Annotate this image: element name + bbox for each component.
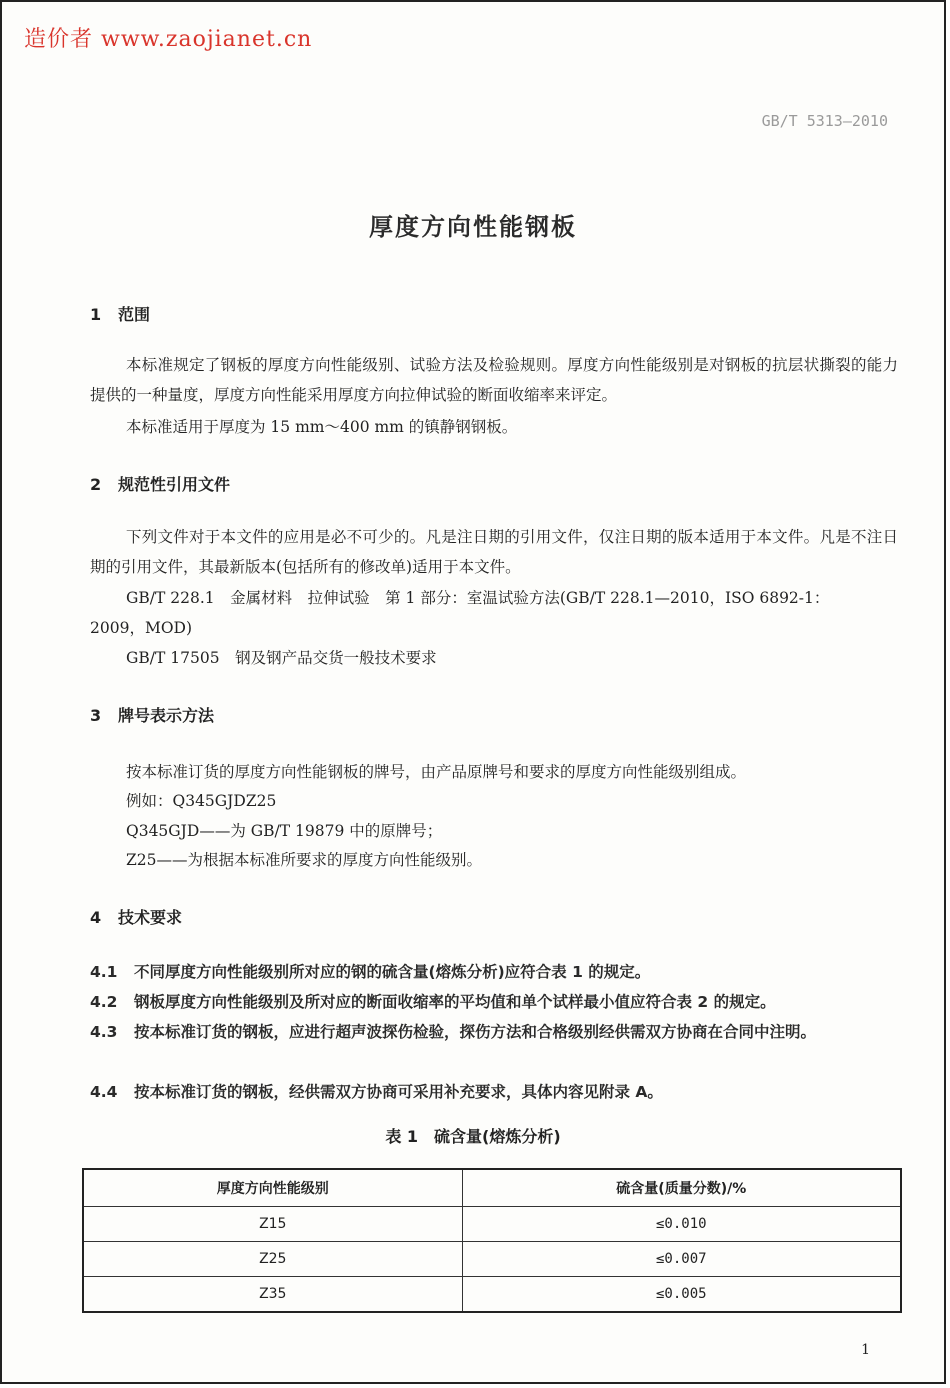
clause-4-4 <box>90 1077 898 1107</box>
section-title: 范围 <box>118 305 151 324</box>
section-number: 3 <box>90 706 102 725</box>
section-number: 2 <box>90 475 102 494</box>
clause-4-3 <box>90 1017 898 1047</box>
sulfur-cell: ≤0.007 <box>462 1242 901 1277</box>
table-row <box>83 1277 901 1313</box>
section-number: 4 <box>90 908 102 927</box>
section-title: 技术要求 <box>118 908 183 927</box>
section-1-heading <box>90 302 150 325</box>
table-row <box>83 1242 901 1277</box>
column-header-sulfur: 硫含量(质量分数)/% <box>462 1169 901 1207</box>
sulfur-cell: ≤0.010 <box>462 1207 901 1242</box>
column-header-grade: 厚度方向性能级别 <box>83 1169 462 1207</box>
grade-cell: Z15 <box>83 1207 462 1242</box>
section-3-line-2: 例如：Q345GJDZ25 <box>126 792 277 810</box>
clause-text: 按本标准订货的钢板，应进行超声波探伤检验，探伤方法和合格级别经供需双方协商在合同中注明。 <box>134 1023 817 1041</box>
section-2-heading <box>90 472 230 495</box>
section-4-heading <box>90 905 182 928</box>
section-2-paragraph-1: 下列文件对于本文件的应用是必不可少的。凡是注日期的引用文件，仅注日期的版本适用于本文件。凡是不注日期的引用文件，其最新版本(包括所有的修改单)适用于本文件。 <box>90 528 898 576</box>
section-1-paragraph-2: 本标准适用于厚度为 15 mm～400 mm 的镇静钢钢板。 <box>126 418 518 436</box>
section-3-line-4: Z25——为根据本标准所要求的厚度方向性能级别。 <box>126 851 482 869</box>
section-number: 1 <box>90 305 102 324</box>
sulfur-content-table <box>82 1168 902 1313</box>
table-1-caption: 表 1 硫含量(熔炼分析) <box>385 1127 561 1146</box>
document-title: 厚度方向性能钢板 <box>369 213 577 241</box>
section-3-heading <box>90 703 214 726</box>
clause-text: 钢板厚度方向性能级别及所对应的断面收缩率的平均值和单个试样最小值应符合表 2 的规定。 <box>134 993 776 1011</box>
clause-4-2 <box>90 987 898 1017</box>
grade-cell: Z35 <box>83 1277 462 1313</box>
reference-gbt228-line2: 2009，MOD) <box>90 619 192 637</box>
sulfur-cell: ≤0.005 <box>462 1277 901 1313</box>
table-row <box>83 1207 901 1242</box>
clause-number: 4.2 <box>90 993 118 1011</box>
standard-code: GB/T 5313—2010 <box>761 112 888 130</box>
clause-number: 4.3 <box>90 1023 118 1041</box>
watermark-text: 造价者 www.zaojianet.cn <box>24 27 313 52</box>
section-title: 牌号表示方法 <box>118 706 215 725</box>
clause-number: 4.4 <box>90 1083 118 1101</box>
clause-number: 4.1 <box>90 963 118 981</box>
clause-text: 不同厚度方向性能级别所对应的钢的硫含量(熔炼分析)应符合表 1 的规定。 <box>134 963 651 981</box>
section-3-line-1: 按本标准订货的厚度方向性能钢板的牌号，由产品原牌号和要求的厚度方向性能级别组成。 <box>126 763 747 781</box>
grade-cell: Z25 <box>83 1242 462 1277</box>
clause-text: 按本标准订货的钢板，经供需双方协商可采用补充要求，具体内容见附录 A。 <box>134 1083 663 1101</box>
reference-gbt17505: GB/T 17505 钢及钢产品交货一般技术要求 <box>126 649 437 667</box>
section-3-line-3: Q345GJD——为 GB/T 19879 中的原牌号； <box>126 822 443 840</box>
reference-gbt228-line1: GB/T 228.1 金属材料 拉伸试验 第 1 部分：室温试验方法(GB/T 228.1—2010，ISO 6892-1： <box>126 589 830 607</box>
clause-4-1 <box>90 957 898 987</box>
section-1-paragraph-1: 本标准规定了钢板的厚度方向性能级别、试验方法及检验规则。厚度方向性能级别是对钢板的抗层状撕裂的能力提供的一种量度，厚度方向性能采用厚度方向拉伸试验的断面收缩率来评定。 <box>90 356 898 404</box>
page-number: 1 <box>861 1342 870 1358</box>
section-title: 规范性引用文件 <box>118 475 231 494</box>
table-header-row <box>83 1169 901 1207</box>
